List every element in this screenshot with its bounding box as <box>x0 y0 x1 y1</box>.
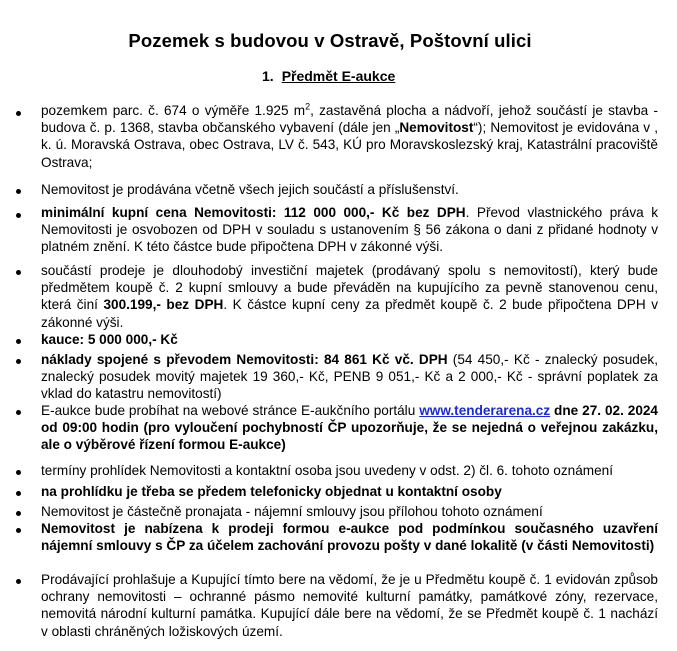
section-number: 1. <box>262 68 274 84</box>
bullet-icon <box>16 359 21 364</box>
bullet-icon <box>16 470 21 475</box>
bullet-icon <box>16 339 21 344</box>
bullet-icon <box>16 189 21 194</box>
bullet-icon <box>16 511 21 516</box>
section-label: Předmět E-aukce <box>281 68 396 84</box>
list-item-text: pozemkem parc. č. 674 o výměře 1.925 $m^2$, zastavěná plocha a nádvoří, jehož součástí je stavba - budova č. p. 1368, stavba občanského vybavení (dále jen „Nemovitost“); Nemovitost je evidována v , k. ú. Moravská Ostrava, obec Ostrava, LV č. 543, KÚ pro Moravskoslezský kraj, Katastrální pracoviště Ostrava; <box>41 101 658 170</box>
list-item-text: termíny prohlídek Nemovitosti a kontaktní osoba jsou uvedeny v odst. 2) čl. 6. tohoto oznámení <box>41 463 613 478</box>
list-item-text: Nemovitost je prodávána včetně všech jejich součástí a příslušenství. <box>41 182 459 197</box>
bullet-icon <box>16 579 21 584</box>
bullet-icon <box>16 528 21 533</box>
bullet-icon <box>16 111 21 116</box>
list-item-text: Nemovitost je částečně pronajata - nájemní smlouvy jsou přílohou tohoto oznámení <box>41 504 543 519</box>
bullet-icon <box>16 213 21 218</box>
bullet-icon <box>16 491 21 496</box>
list-item-text: náklady spojené s převodem Nemovitosti: 84 861 Kč vč. DPH (54 450,- Kč - znalecký posudek, znalecký posudek movitý majetek 19 360,- Kč, PENB 9 051,- Kč a 2 000,- Kč - správní poplatek za vklad do katastru nemovitostí) <box>41 352 658 402</box>
page-title: Pozemek s budovou v Ostravě, Poštovní ulici <box>128 30 532 51</box>
list-item-text: minimální kupní cena Nemovitosti: 112 000 000,- Kč bez DPH. Převod vlastnického práva k Nemovitosti je osvobozen od DPH v souladu s ustanovením § 56 zákona o dani z přidané hodnoty v platném znění. K této částce bude připočtena DPH v zákonné výši. <box>41 205 659 255</box>
list-item-text: Prodávající prohlašuje a Kupující tímto bere na vědomí, že je u Předmětu koupě č. 1 evidován způsob ochrany nemovitosti – ochranné pásmo nemovité kulturní památky, památkové zóny, rezervace, nemovitá národní kulturní památka. Kupující dále bere na vědomí, že se Předmět koupě č. 1 nachází v oblasti chráněných ložiskových území. <box>41 572 658 639</box>
list-item-text: Nemovitost je nabízena k prodeji formou e-aukce pod podmínkou současného uzavření nájemní smlouvy s ČP za účelem zachování provozu pošty v dané lokalitě (v části Nemovitosti) <box>41 521 658 554</box>
tenderarena-link[interactable]: www.tenderarena.cz <box>419 403 551 418</box>
list-item-text: kauce: 5 000 000,- Kč <box>41 332 178 347</box>
bullet-icon <box>16 410 21 415</box>
section-heading <box>262 68 395 84</box>
list-item-text: součástí prodeje je dlouhodobý investiční majetek (prodávaný spolu s nemovitostí), který bude předmětem koupě č. 2 kupní smlouvy a bude převáděn na kupujícího za pevně stanovenou cenu, která činí 300.199,- bez DPH. K částce kupní ceny za předmět koupě č. 2 bude připočtena DPH v zákonné výši. <box>41 263 658 330</box>
bullet-icon <box>16 270 21 275</box>
list-item-text: E-aukce bude probíhat na webové stránce E-aukčního portálu www.tenderarena.cz dne 27. 02. 2024 od 09:00 hodin (pro vyloučení pochybností ČP upozorňuje, že se nejedná o veřejnou zakázku, ale o výběrové řízení formou E-aukce) <box>41 403 658 453</box>
list-item-text: na prohlídku je třeba se předem telefonicky objednat u kontaktní osoby <box>41 484 502 499</box>
